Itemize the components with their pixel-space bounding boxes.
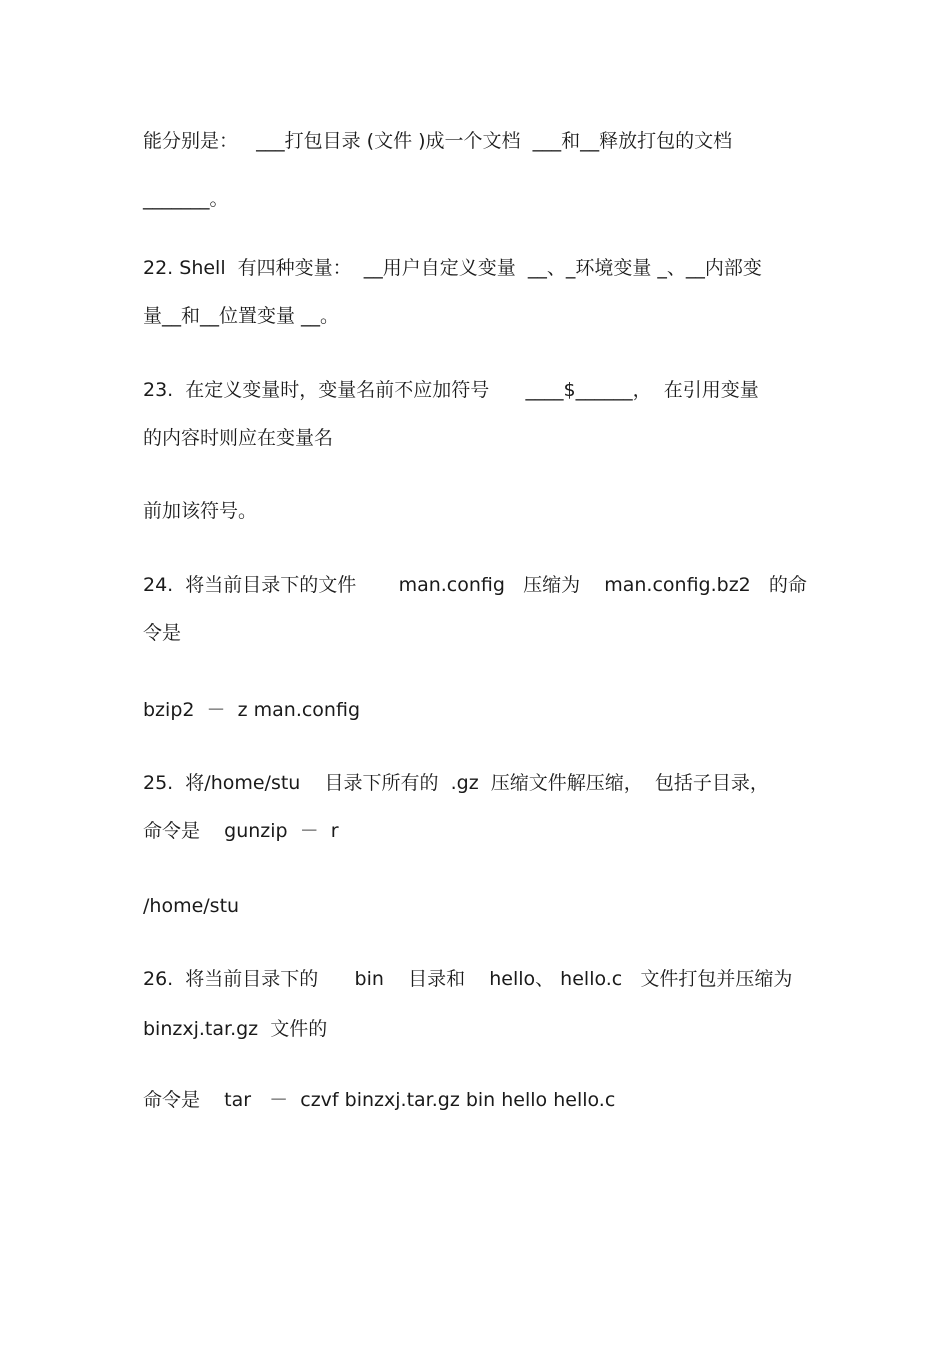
text-line: 23. 在定义变量时，变量名前不应加符号 ____$______， 在引用变量: [143, 379, 759, 401]
text-line: 25. 将/home/stu 目录下所有的 .gz 压缩文件解压缩， 包括子目录，: [143, 772, 769, 794]
text-line: _______。: [143, 188, 229, 210]
text-line: 量__和__位置变量 __。: [143, 305, 340, 327]
text-line: 能分别是： ___打包目录 (文件 )成一个文档 ___和__释放打包的文档: [143, 130, 733, 152]
text-line: 命令是 gunzip － r: [143, 820, 339, 842]
text-line: 前加该符号。: [143, 500, 258, 522]
text-line: 26. 将当前目录下的 bin 目录和 hello、 hello.c 文件打包并压缩为: [143, 968, 793, 990]
text-line: bzip2 － z man.config: [143, 699, 361, 721]
text-line: 命令是 tar － czvf binzxj.tar.gz bin hello hello.c: [143, 1089, 616, 1111]
text-line: binzxj.tar.gz 文件的: [143, 1018, 328, 1040]
text-line: 22. Shell 有四种变量： __用户自定义变量 __、_环境变量 _、__内部变: [143, 257, 762, 279]
text-line: 24. 将当前目录下的文件 man.config 压缩为 man.config.bz2 的命: [143, 574, 807, 596]
text-line: 令是: [143, 622, 182, 644]
text-line: /home/stu: [143, 895, 240, 917]
text-line: 的内容时则应在变量名: [143, 427, 334, 449]
